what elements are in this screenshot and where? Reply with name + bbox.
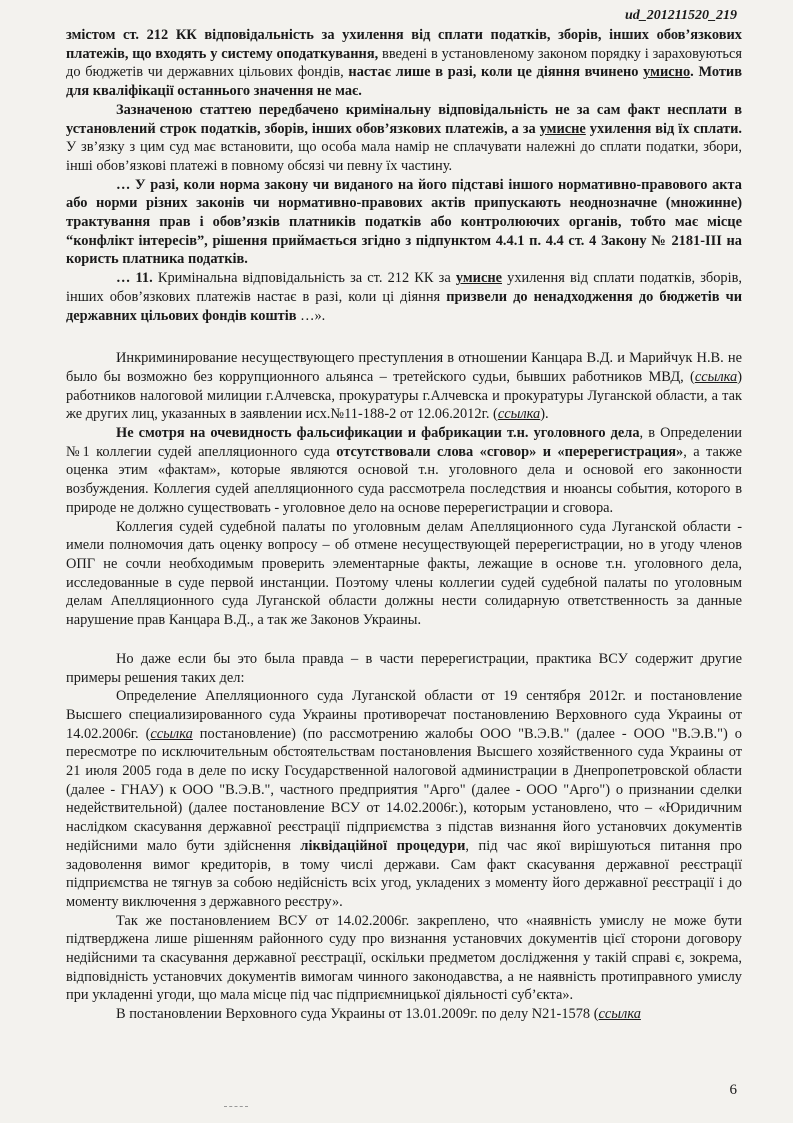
document-id: ud_201211520_219 [624,8,737,23]
reference-link[interactable]: ссылка [497,406,541,423]
quote-paragraph-3: … У разі, коли норма закону чи виданого на його підставі іншого нормативно-правового акта або норми різних законів чи нормативно-правових актів припускають неоднозначне (множинне) трактування прав і обов’язків платників податків або контролюючих органів, тобто має місце “конфлікт інтересів”, рішення приймається згідно з підпунктом 4.4.1 п. 4.4 ст. 4 Закону № 2181-III на користь платника податків. [66,176,742,268]
paragraph-incrimination: Инкриминирование несуществующего преступления в отношении Канцара В.Д. и Марийчук Н.В. не было бы возможно без коррупционного альянса – третейского судьи, бывших работников МВД, (ссылка) работников налоговой милиции г.Алчевска, прокуратуры г.Алчевска и прокуратуры Луганской области, а так же других лиц, указанных в заявлении исх.№11-188-2 от 12.06.2012г. (ссылка). [66,350,742,423]
paragraph-intent: Так же постановлением ВСУ от 14.02.2006г. закреплено, что «наявність умислу не може бути підтверджена лише рішенням районного суду про визнання установчих документів цієї сторони договору недійсними та скасування державної реєстрації, оскільки предметом дослідження у такій справі є, зокрема, відповідність установчих документів вимогам чинного законодавства, а не наявність протиправного умислу при укладенні угоди, що мала місце під час підприємницької діяльності суб’єкта». [66,912,742,1004]
page-number: 6 [729,1082,737,1098]
document-body [66,26,742,1024]
paragraph-resolution: В постановлении Верховного суда Украины от 13.01.2009г. по делу N21-1578 (ссылка [116,1006,641,1023]
reference-link[interactable]: ссылка [598,1006,641,1023]
paragraph-collegium: Коллегия судей судебной палаты по уголовным делам Апелляционного суда Луганской области - имели полномочия дать оценку вопросу – об отмене несуществующей перерегистрации, но в угоду членов ОПГ не сочли необходимым проверить элементарные факты, лежащие в основе т.н. уголовного дела, исследованные в суде первой инстанции. Поэтому члены коллегии судей судебной палаты по уголовным делам Апелляционного суда Луганской области должны нести солидарную ответственность за данные нарушение прав Канцара В.Д., а так же Законов Украины. [66,518,742,629]
paragraph-falsification: Не смотря на очевидность фальсификации и фабрикации т.н. уголовного дела, в Определении №1 коллегии судей апелляционного суда отсутствовали слова «сговор» и «перерегистрация», а также оценка этим «фактам», которые являются основой т.н. уголовного дела и основой его законности возбуждения. Коллегия судей апелляционного суда рассмотрела последствия и нюансы события, которого в природе не должно существовать - уголовное дело на основе перерегистрации и сговора. [66,425,742,516]
reference-link[interactable]: ссылка [150,725,193,742]
quote-paragraph-4: … 11. Кримінальна відповідальність за ст. 212 КК за умисне ухилення від сплати податків, зборів, інших обов’язкових платежів настає в разі, коли ці діяння призвели до ненадходження до бюджетів чи державних цільових фондів коштів …». [66,270,743,324]
paragraph-practice: Но даже если бы это была правда – в части перерегистрации, практика ВСУ содержит другие примеры решения таких дел: [66,650,742,686]
quote-paragraph-1: змістом ст. 212 КК відповідальність за ухилення від сплати податків, зборів, інших обов’язкових платежів, що входять у систему оподаткування, введені в установленому законом порядку і зараховуються до бюджетів чи державних цільових фондів, настає лише в разі, коли це діяння вчинено умисно. Мотив для кваліфікації останнього значення не має. [66,27,742,100]
quote-paragraph-2: Зазначеною статтею передбачено кримінальну відповідальність не за сам факт несплати в установлений строк податків, зборів, інших обов’язкових платежів, а за умисне ухилення від їх сплати. У зв’язку з цим суд має встановити, що особа мала намір не сплачувати належні до сплати податки, збори, інші обов’язкові платежі в повному обсязі чи певну їх частину. [66,101,742,174]
scan-mark [224,1092,248,1107]
reference-link[interactable]: ссылка [694,368,738,385]
paragraph-determination: Определение Апелляционного суда Луганской области от 19 сентября 2012г. и постановление Высшего специализированного суда Украины противоречат постановлению Верховного суда Украины от 14.02.2006г. (ссылка постановление) (по рассмотрению жалобы ООО "В.Э.В." (далее - ООО "В.Э.В.") о пересмотре по исключительным обстоятельствам постановления Высшего хозяйственного суда Украины от 21 июля 2005 года в деле по иску Государственной налоговой администрации в Днепропетровской области (далее - ГНАУ) к ООО "В.Э.В.", частного предприятия "Арго" (далее - ООО "Арго") о признании сделки недействительной) (далее постановление ВСУ от 14.02.2006г.), которым установлено, что – «Юридичним наслідком скасування державної реєстрації підприємства з підстав визнання його установчих документів недійсними мало бути здійснення ліквідаційної процедури, під час якої вирішуються питання про задоволення вимог кредиторів, в тому числі держави. Сам факт скасування державної реєстрації підприємства не тягнув за собою недійсність всіх угод, укладених з моменту його державної реєстрації і до моменту виключення з державного реєстру». [66,688,742,910]
